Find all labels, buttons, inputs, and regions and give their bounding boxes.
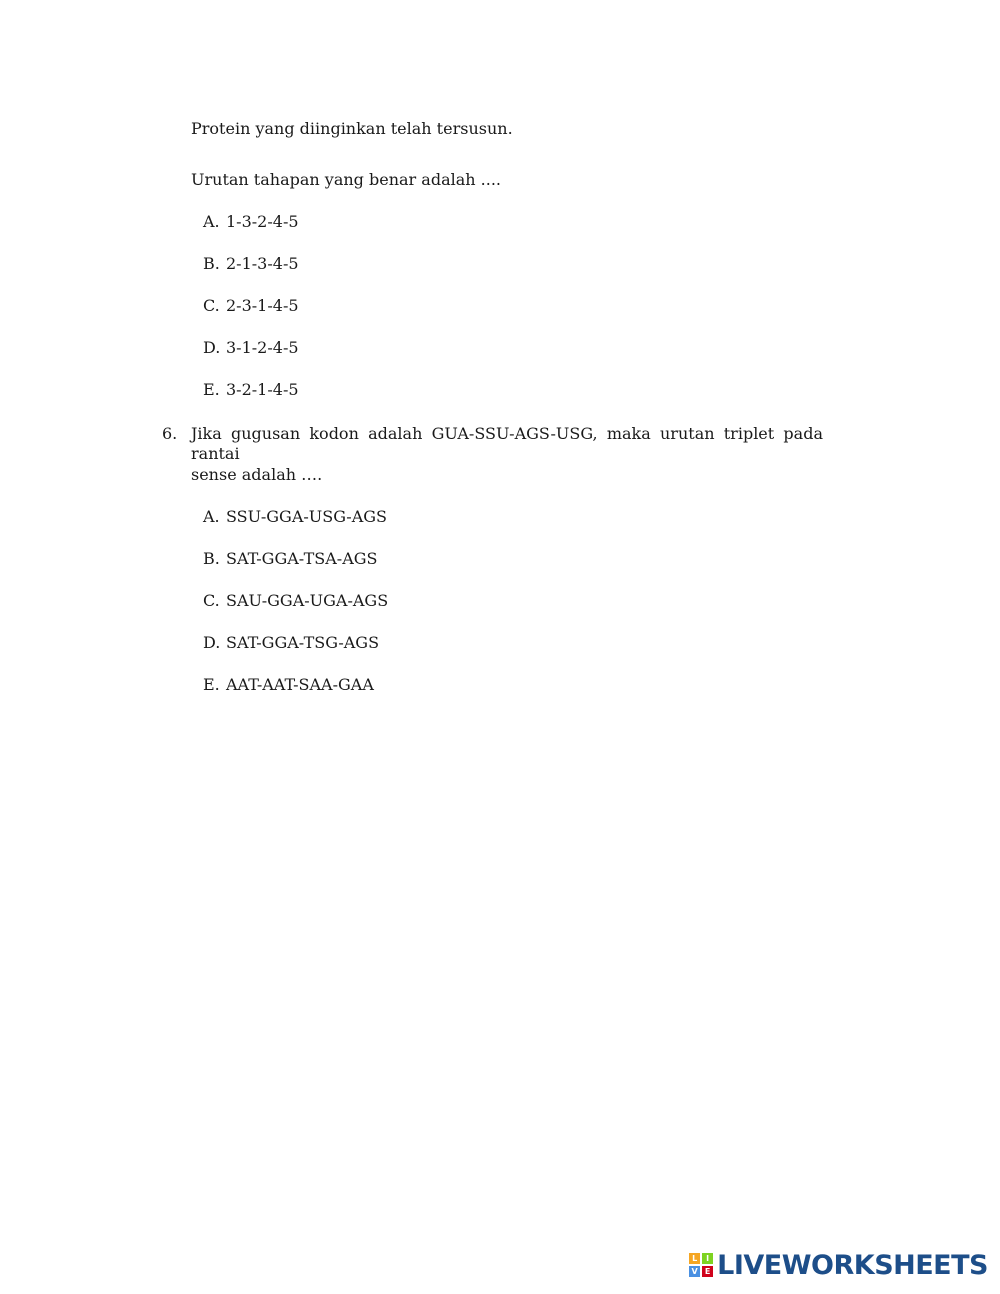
option-letter: C.	[203, 296, 220, 315]
question-6-text-line1: Jika gugusan kodon adalah GUA-SSU-AGS-USG, maka urutan triplet pada rantai	[191, 424, 823, 463]
liveworksheets-logo	[689, 1250, 988, 1280]
option-letter: B.	[203, 254, 220, 273]
logo-tile: E	[702, 1266, 713, 1277]
option-letter: A.	[203, 212, 220, 231]
option-text: 2-3-1-4-5	[226, 296, 299, 315]
logo-tile: V	[689, 1266, 700, 1277]
question-6-number: 6.	[162, 424, 178, 443]
statement-text: Protein yang diinginkan telah tersusun.	[191, 119, 513, 138]
option-text: SSU-GGA-USG-AGS	[226, 507, 387, 526]
logo-tiles-icon	[689, 1253, 713, 1277]
logo-tile: L	[689, 1253, 700, 1264]
option-letter: D.	[203, 338, 221, 357]
option-letter: D.	[203, 633, 221, 652]
option-letter: B.	[203, 549, 220, 568]
option-letter: E.	[203, 675, 220, 694]
option-text: SAU-GGA-UGA-AGS	[226, 591, 389, 610]
option-text: SAT-GGA-TSG-AGS	[226, 633, 380, 652]
option-text: 3-1-2-4-5	[226, 338, 299, 357]
question-6-text-line2: sense adalah ….	[191, 465, 323, 484]
option-letter: E.	[203, 380, 220, 399]
option-text: 2-1-3-4-5	[226, 254, 299, 273]
logo-text: LIVEWORKSHEETS	[717, 1249, 988, 1281]
logo-tile: I	[702, 1253, 713, 1264]
question-prompt: Urutan tahapan yang benar adalah ....	[191, 170, 501, 189]
option-text: AAT-AAT-SAA-GAA	[226, 675, 374, 694]
option-text: SAT-GGA-TSA-AGS	[226, 549, 378, 568]
option-letter: A.	[203, 507, 220, 526]
option-text: 1-3-2-4-5	[226, 212, 299, 231]
option-text: 3-2-1-4-5	[226, 380, 299, 399]
option-letter: C.	[203, 591, 220, 610]
